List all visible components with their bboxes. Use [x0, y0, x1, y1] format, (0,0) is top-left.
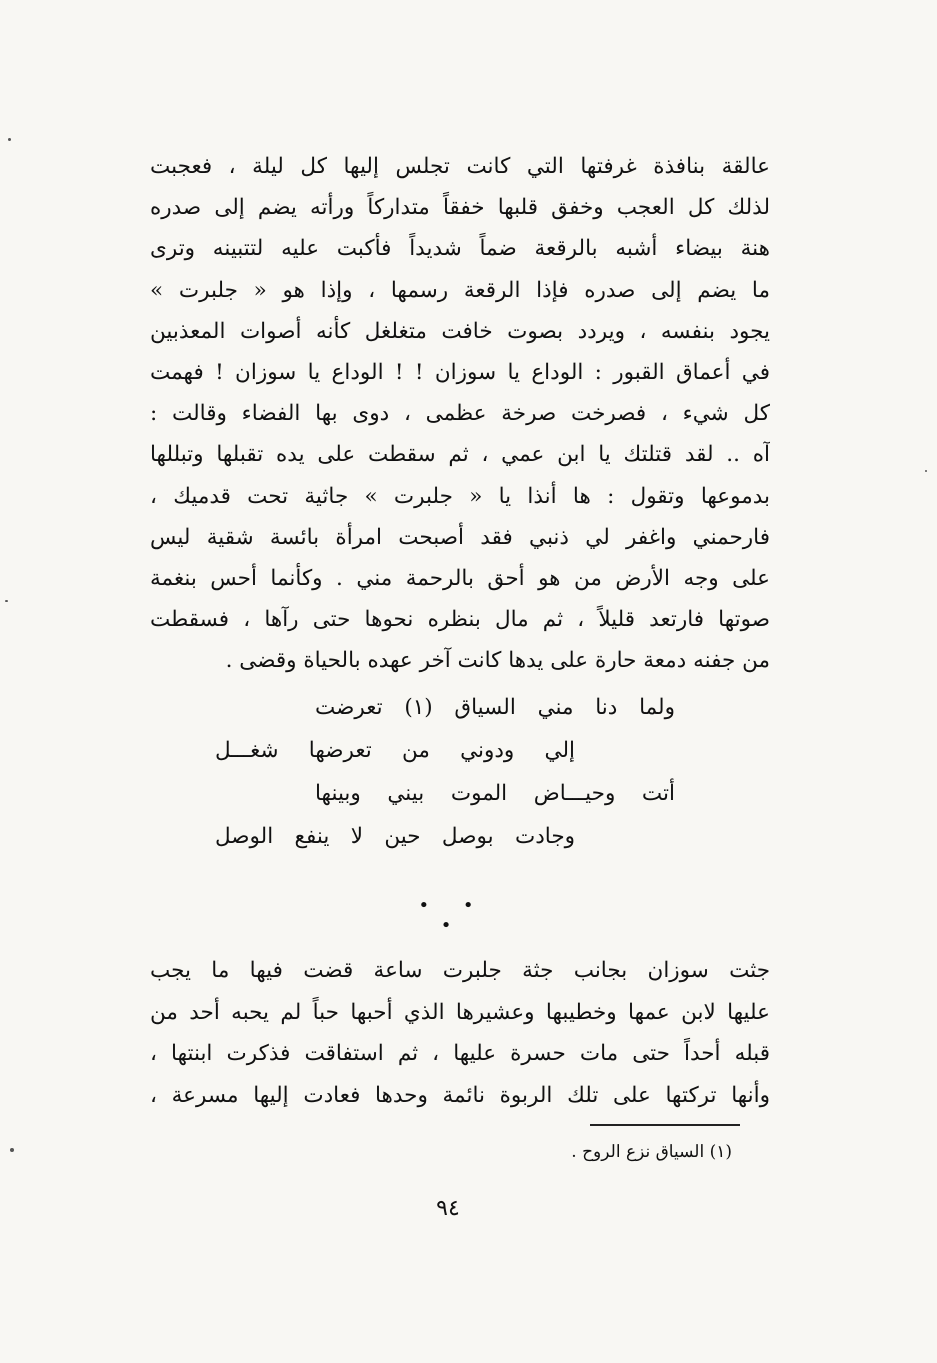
text-line: قبله أحداً حتى مات حسرة عليها ، ثم استفاقت فذكرت ابنتها ، — [150, 1041, 770, 1066]
text-line: عالقة بنافذة غرفتها التي كانت تجلس إليها كل ليلة ، فعجبت — [150, 154, 770, 179]
text-line: آه .. لقد قتلتك يا ابن عمي ، ثم سقطت على يده تقبلها وتبللها — [150, 442, 770, 468]
text-line: كل شيء ، فصرخت صرخة عظمى ، دوى بها الفضاء وقالت : — [150, 401, 770, 427]
text-line: صوتها فارتعد قليلاً ، ثم مال بنظره نحوها حتى رآها ، فسقطت — [150, 607, 770, 633]
footnote: (١) السياق نزع الروح . — [571, 1142, 732, 1162]
scan-speck — [8, 138, 11, 141]
verse-line: ولما دنا مني السياق (١) تعرضت — [315, 695, 675, 720]
text-line: في أعماق القبور : الوداع يا سوزان ! ! الوداع يا سوزان ! فهمت — [150, 359, 770, 385]
page-number: ٩٤ — [436, 1196, 460, 1221]
verse-line: وجادت بوصل حين لا ينفع الوصل — [215, 824, 575, 849]
text-line: وأنها تركتها على تلك الربوة نائمة وحدها فعادت إليها مسرعة ، — [150, 1082, 770, 1108]
text-line: هنة بيضاء أشبه بالرقعة ضماً شديداً فأكبت عليه لتتبينه وترى — [150, 236, 770, 262]
section-separator: • • • — [418, 895, 488, 936]
paragraph-1 — [150, 146, 770, 681]
text-line: بدموعها وتقول : ها أنذا يا « جلبرت » جاثية تحت قدميك ، — [150, 483, 770, 509]
text-line: جثت سوزان بجانب جثة جلبرت ساعة قضت فيها ما يجب — [150, 958, 770, 983]
verse-line: إلي ودوني من تعرضها شغـــل — [215, 738, 575, 763]
poem-verses — [215, 686, 675, 858]
scan-speck — [925, 470, 927, 472]
text-line: من جفنه دمعة حارة على يدها كانت آخر عهده بالحياة وقضى . — [225, 648, 770, 674]
text-line: يجود بنفسه ، ويردد بصوت خافت متغلغل كأنه أصوات المعذبين — [150, 318, 770, 344]
paragraph-2 — [150, 950, 770, 1116]
footnote-rule — [590, 1124, 740, 1126]
text-line: عليها لابن عمها وخطيبها وعشيرها الذي أحبها حباً لم يحبه أحد من — [150, 999, 770, 1025]
text-line: لذلك كل العجب وخفق قلبها خفقاً متداركاً ورأته يضم إلى صدره — [150, 195, 770, 221]
verse-line: أتت وحيـــاض الموت بيني وبينها — [315, 781, 675, 806]
scan-speck — [10, 1148, 14, 1152]
text-line: فارحمني واغفر لي ذنبي فقد أصبحت امرأة بائسة شقية ليس — [150, 524, 770, 550]
text-line: على وجه الأرض من هو أحق بالرحمة مني . وكأنما أحس بنغمة — [150, 565, 770, 591]
text-line: ما يضم إلى صدره فإذا الرقعة رسمها ، وإذا هو « جلبرت » — [150, 277, 770, 303]
scan-speck — [5, 600, 8, 602]
